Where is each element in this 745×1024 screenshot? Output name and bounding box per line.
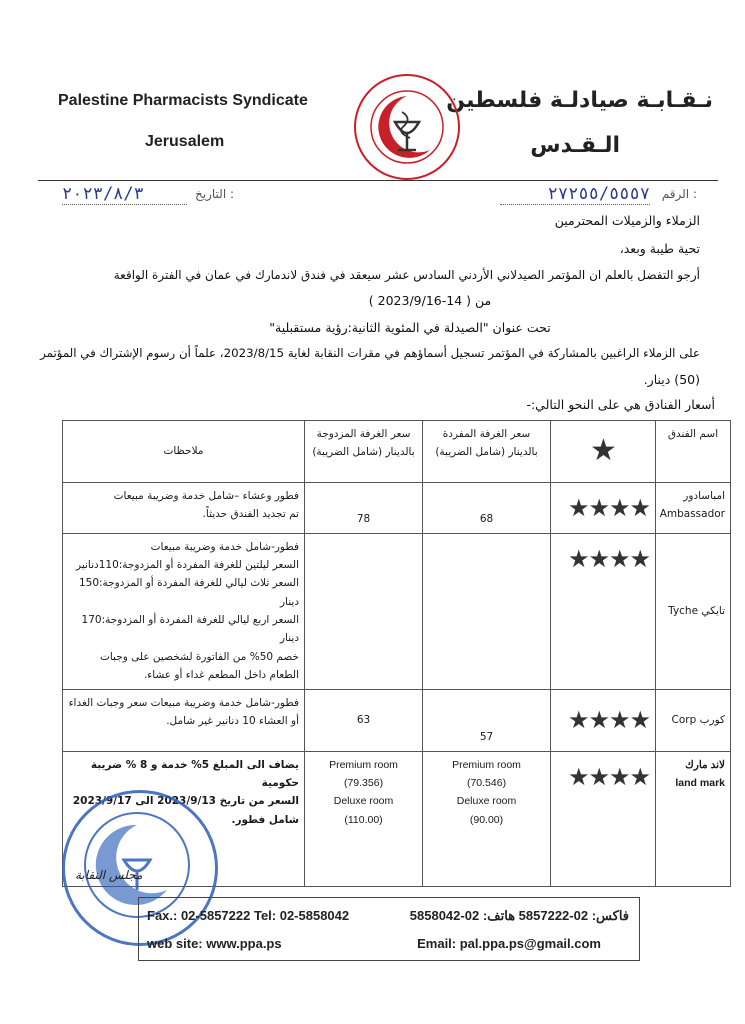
ref-label: الرقم :: [661, 187, 697, 201]
table-row: [63, 482, 731, 533]
rating-stars: ★★★★: [567, 544, 650, 573]
premium-room-label: Premium room: [329, 758, 398, 771]
signature: مجلس النقابة: [75, 868, 143, 882]
star-icon: ★: [590, 433, 616, 468]
premium-room-price: (70.546): [466, 776, 507, 789]
deluxe-room-price: (90.00): [469, 813, 504, 826]
rating-stars: ★★★★: [567, 706, 650, 734]
salutation: الزملاء والزميلات المحترمين: [554, 213, 700, 228]
city-en: Jerusalem: [145, 133, 225, 150]
paragraph-2-title: تحت عنوان "الصيدلة في المئوية الثانية:رؤية مستقبلية": [269, 320, 551, 335]
rating-stars: ★★★★: [567, 493, 650, 522]
paragraph-3-line-2: (50) دينار.: [643, 372, 700, 387]
website[interactable]: web site: www.ppa.ps: [147, 936, 282, 951]
org-name-en: Palestine Pharmacists Syndicate: [58, 92, 308, 109]
deluxe-room-label: Deluxe room: [456, 795, 517, 808]
hotel-notes: يضاف الى المبلغ 5% خدمة و 8 % ضريبة حكومية السعر من تاريخ 2023/9/13 الى 2023/9/17 شامل فطور.: [63, 751, 305, 886]
paragraph-3-line-1: على الزملاء الراغبين بالمشاركة في المؤتمر تسجيل أسماؤهم في مقرات النقابة لغاية 2023/8/15، علماً أن رسوم الإشتراك في المؤتمر: [40, 346, 700, 360]
table-row: [63, 533, 731, 689]
ref-value: ٢٧٢٥٥/٥٥٥٧: [500, 184, 650, 205]
deluxe-room-label: Deluxe room: [333, 795, 394, 808]
header-stars: [551, 421, 656, 483]
single-price-cell: [423, 751, 551, 886]
paragraph-4: أسعار الفنادق هي على النحو التالي:-: [526, 397, 715, 412]
hotel-name: كورب Corp: [656, 689, 731, 751]
single-price: 57: [423, 689, 551, 751]
rating-stars: ★★★★: [567, 762, 650, 791]
table-row: [63, 689, 731, 751]
header-notes: ملاحظات: [63, 421, 305, 483]
fax-tel-en: Fax.: 02-5857222 Tel: 02-5858042: [147, 908, 350, 923]
premium-room-label: Premium room: [452, 758, 521, 771]
date-label: التاريخ :: [195, 187, 235, 201]
footer-contact-box: [138, 897, 640, 961]
double-price: [305, 533, 423, 689]
fax-tel-ar: فاكس: 02-5857222 هاتف: 02-5858042: [409, 908, 629, 923]
double-price-cell: [305, 751, 423, 886]
paragraph-1-line-1: أرجو التفضل بالعلم ان المؤتمر الصيدلاني الأردني السادس عشر سيعقد في فندق لاندمارك في عمان في الفترة الواقعة: [113, 268, 700, 282]
hotel-name: امباسادور Ambassador: [656, 482, 731, 533]
syndicate-logo: [352, 72, 462, 182]
hotel-notes: فطور-شامل خدمة وضريبة مبيعات السعر ليلتين للغرفة المفردة أو المزدوجة:110دنانير السعر ثلاث ليالي للغرفة المفردة أو المزدوجة:150 دينار السعر اربع ليالي للغرفة المفردة أو المزدوجة:170 دينار خصم 50% من الفاتورة لشخصين على وجبات الطعام داخل المطعم غداء أو عشاء.: [63, 533, 305, 689]
double-price: 63: [305, 689, 423, 751]
hotel-notes: فطور-شامل خدمة وضريبة مبيعات سعر وجبات الغداء أو العشاء 10 دنانير غير شامل.: [63, 689, 305, 751]
header-hotel: اسم الفندق: [656, 421, 731, 483]
single-price: 68: [423, 482, 551, 533]
paragraph-1-line-2: من ( 14-2023/9/16 ): [368, 293, 492, 308]
single-price: [423, 533, 551, 689]
greeting: تحية طيبة وبعد،: [619, 241, 700, 256]
header-divider: [38, 180, 718, 181]
hotel-name: تايكي Tyche: [656, 533, 731, 689]
org-name-ar: نـقـابـة صيادلـة فلسطين: [446, 88, 713, 113]
premium-room-price: (79.356): [343, 776, 384, 789]
deluxe-room-price: (110.00): [344, 813, 383, 826]
table-header-row: [63, 421, 731, 483]
double-price: 78: [305, 482, 423, 533]
city-ar: الـقـدس: [530, 133, 620, 158]
header-double-price: سعر الغرفة المزدوجة بالدينار (شامل الضريبة): [305, 421, 423, 483]
hotel-notes: فطور وعشاء –شامل خدمة وضريبة مبيعات تم تجديد الفندق حديثاً.: [63, 482, 305, 533]
date-value: ٢٠٢٣/٨/٣: [62, 184, 187, 205]
hotel-name: لاند مارك land mark: [656, 751, 731, 886]
header-single-price: سعر الغرفة المفردة بالدينار (شامل الضريبة): [423, 421, 551, 483]
email[interactable]: Email: pal.ppa.ps@gmail.com: [417, 936, 601, 951]
